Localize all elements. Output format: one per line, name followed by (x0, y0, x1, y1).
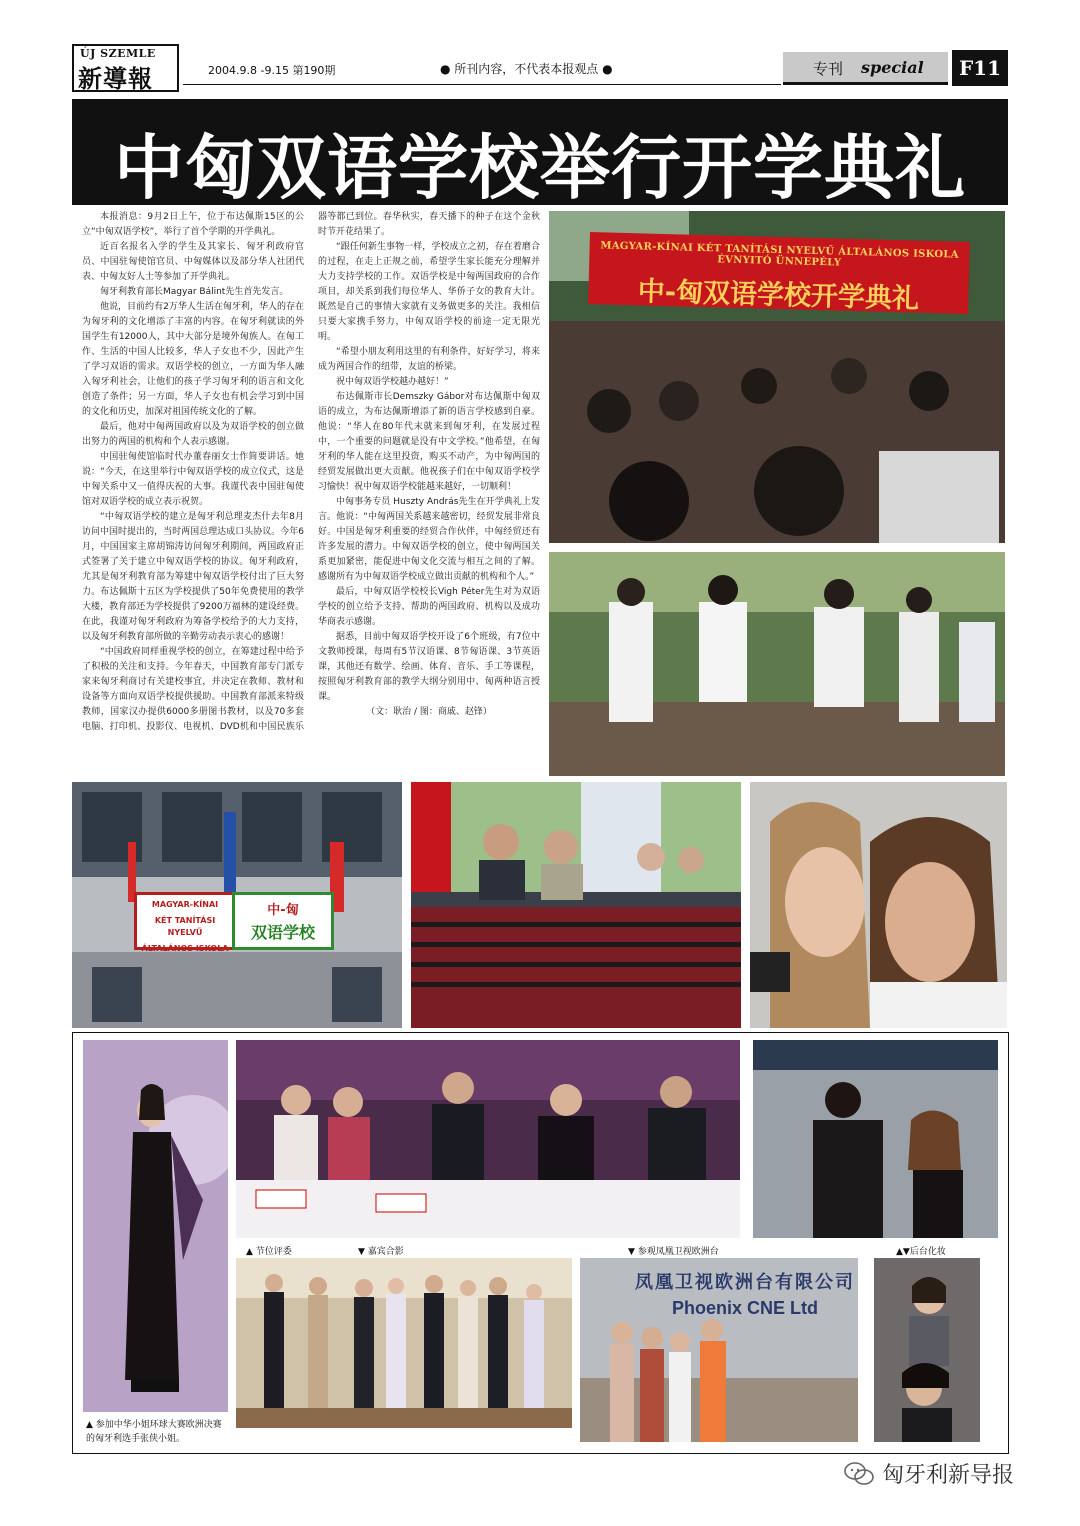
sign-hu-line: ÁLTALÁNOS ISKOLA (141, 944, 229, 953)
article-paragraph: “中国政府同样重视学校的创立，在筹建过程中给予了积极的关注和支持。今年春天，中国教育部专门派专家来匈牙利商讨有关建校事宜，并决定在教师、教材和设备等方面向双语学校提供援助。中国教育部派来特级教师，国家汉办提供6000多册图书教材，以及70多套电脑、打印机、投影仪、电视机、DVD机和中国民族乐器等都已到位。春华秋实，春天播下的种子在这个金秋时节开花结果了。 (82, 212, 540, 732)
phoenix-sign-english: Phoenix CNE Ltd (671, 1298, 818, 1318)
banner-hungarian: MAGYAR-KÍNAI KÉT TANÍTÁSI NYELVŰ ÁLTALÁNOS ISKOLA ÉVNYITÓ ÜNNEPÉLY (600, 240, 959, 269)
article-paragraph: 本报消息：9月2日上午，位于布达佩斯15区的公立“中匈双语学校”，举行了首个学期的开学典礼。 (82, 212, 304, 237)
caption-backstage: ▲▼后台化妆 (896, 1247, 946, 1257)
photo-girls-listening (750, 782, 1007, 1028)
photo-backstage-makeup (753, 1040, 998, 1238)
photo-contestant (83, 1040, 228, 1412)
photo-guest-group (236, 1258, 572, 1428)
school-sign-hungarian (134, 892, 236, 953)
section-label (783, 52, 948, 85)
disclaimer: ● 所刊内容，不代表本报观点 ● (440, 62, 613, 76)
article-paragraph: “中匈双语学校的建立是匈牙利总理麦杰什去年8月访问中国时提出的，当时两国总理达成口头协议。今年6月，中国国家主席胡锦涛访问匈牙利期间，两国政府正式签署了关于建立中匈双语学校的协议。匈牙利政府，尤其是匈牙利教育部为筹建中匈双语学校付出了巨大努力。布达佩斯十五区为学校提供了50年免费使用的教学大楼，教育部还为学校提供了9200万福林的建设经费。在此，我谨对匈牙利政府为筹备学校给予的大力支持，以及匈牙利教育部所做的辛勤劳动表示衷心的感谢！ (82, 512, 304, 642)
headline-bar (72, 99, 1008, 209)
wechat-icon (844, 1461, 874, 1487)
phoenix-logo-sign (615, 1268, 858, 1319)
sign-hu-line: KÉT TANÍTÁSI NYELVŰ (154, 916, 216, 937)
article-paragraph: 近百名报名入学的学生及其家长、匈牙利政府官员、中国驻匈使馆官员、中匈媒体以及部分华人社团代表、中匈友好人士等参加了开学典礼。 (82, 242, 304, 282)
wechat-watermark (844, 1458, 1014, 1489)
phoenix-sign-chinese: 凤凰卫视欧洲台有限公司 (635, 1272, 855, 1293)
banner-chinese: 中-匈双语学校开学典礼 (637, 276, 920, 315)
article-paragraph: 最后，中匈双语学校校长Vigh Péter先生对为双语学校的创立给予支持、帮助的两国政府、机构以及成功华商表示感谢。 (318, 587, 540, 627)
photo-opening-ceremony (549, 211, 1005, 543)
school-sign-chinese (232, 892, 334, 950)
photo-backstage-hair (874, 1258, 980, 1442)
issue-info: 2004.9.8 -9.15 第190期 (208, 64, 336, 77)
header-rule (183, 84, 781, 85)
page-title: 中匈双语学校举行开学典礼 (114, 127, 966, 209)
photo-students (549, 552, 1005, 776)
masthead-chinese: 新導報 (78, 64, 153, 93)
article-paragraph: 据悉，目前中匈双语学校开设了6个班级，有7位中文教师授课，每周有5节汉语课、8节匈语课、3节英语课，其他还有数学、绘画、体育、音乐、手工等课程，按照匈牙利教育部的教学大纲分别用中、匈两种语言授课。 (318, 632, 540, 702)
caption-contestant: ▲ 参加中华小姐环球大赛欧洲决赛的匈牙利选手张侠小姐。 (86, 1420, 222, 1444)
sign-cn-line2: 双语学校 (250, 923, 315, 942)
article-paragraph: 中匈事务专员 Huszty András先生在开学典礼上发言。他说：“中匈两国关系越来越密切，经贸发展非常良好。中国是匈牙利重要的经贸合作伙伴，中匈经贸还有许多发展的潜力。中匈双语学校的创立，使中匈两国关系更加紧密，能促进中匈文化交流与相互之间的了解。感谢所有为中匈双语学校成立做出贡献的机构和个人。” (318, 497, 540, 582)
article-paragraph: 最后，他对中匈两国政府以及为双语学校的创立做出努力的两国的机构和个人表示感谢。 (82, 422, 304, 447)
photo-officials-table (411, 782, 741, 1028)
page-number: F11 (952, 50, 1008, 86)
sign-hu-line: MAGYAR-KÍNAI (151, 900, 219, 909)
article-paragraph: 匈牙利教育部长Magyar Bálint先生首先发言。 (100, 287, 289, 297)
caption-guests: ▼ 嘉宾合影 (358, 1247, 404, 1257)
article-paragraph: 祝中匈双语学校越办越好！” (336, 377, 449, 387)
article-paragraph: 他说，目前约有2万华人生活在匈牙利，华人的存在为匈牙利的文化增添了丰富的内容。在匈牙利就读的外国学生有12000人，其中大部分是境外匈族人。在匈工作、生活的中国人比较多，华人子女也不少，因此产生了学习双语的需求。双语学校的创立，一方面为华人融入匈牙利社会，让他们的孩子学习匈牙利的语言和文化创造了条件；另一方面，华人子女也有机会学习到中国的文化和历史，加深对祖国传统文化的了解。 (82, 302, 304, 417)
section-zh: 专刊 (813, 60, 844, 78)
photo-school-building (72, 782, 402, 1028)
caption-judges: ▲ 节位评委 (246, 1247, 292, 1257)
article-paragraph: 布达佩斯市长Demszky Gábor对布达佩斯中匈双语的成立，为布达佩斯增添了新的语言学校感到自豪。他说：“华人在80年代末就来到匈牙利，在发展过程中，一个重要的问题就是没有中文学校。”他希望，在匈牙利的华人能在这里投资，购买不动产，为中匈两国的经贸发展做出更大贡献。他祝孩子们在中匈双语学校学习愉快！祝中匈双语学校能越来越好，一切顺利！ (318, 392, 540, 492)
photo-phoenix-visit (580, 1258, 858, 1442)
caption-phoenix: ▼ 参观凤凰卫视欧洲台 (628, 1247, 719, 1257)
article-paragraph: 中国驻匈使馆临时代办董春丽女士作简要讲话。她说：“今天，在这里举行中匈双语学校的成立仪式，这是中匈关系中又一值得庆祝的大事。我谨代表中国驻匈使馆对双语学校的成立表示祝贺。 (82, 452, 304, 507)
ceremony-banner (588, 232, 970, 314)
article-paragraph: “跟任何新生事物一样，学校成立之初，存在着磨合的过程，在走上正规之前，希望学生家长能充分理解并大力支持学校的工作。双语学校是中匈两国政府的合作项目，却关系到我们每位华人、华侨子女的教育大计。既然是自己的事情大家就有义务做更多的关注。我相信只要大家携手努力，中匈双语学校的前途一定无限光明。 (318, 242, 540, 342)
masthead-latin: ÚJ SZEMLE (80, 47, 156, 60)
masthead-logo (72, 44, 179, 92)
article-paragraph: “希望小朋友利用这里的有利条件，好好学习，将来成为两国合作的纽带，友谊的桥梁。 (318, 347, 540, 372)
section-en: special (861, 58, 924, 77)
article-body (82, 210, 540, 776)
photo-judges-panel (236, 1040, 740, 1238)
sign-cn-line1: 中-匈 (267, 903, 299, 918)
watermark-text: 匈牙利新导报 (882, 1463, 1015, 1488)
article-credit: （文：耿治 / 图：商戚、赵锋） (366, 707, 492, 717)
